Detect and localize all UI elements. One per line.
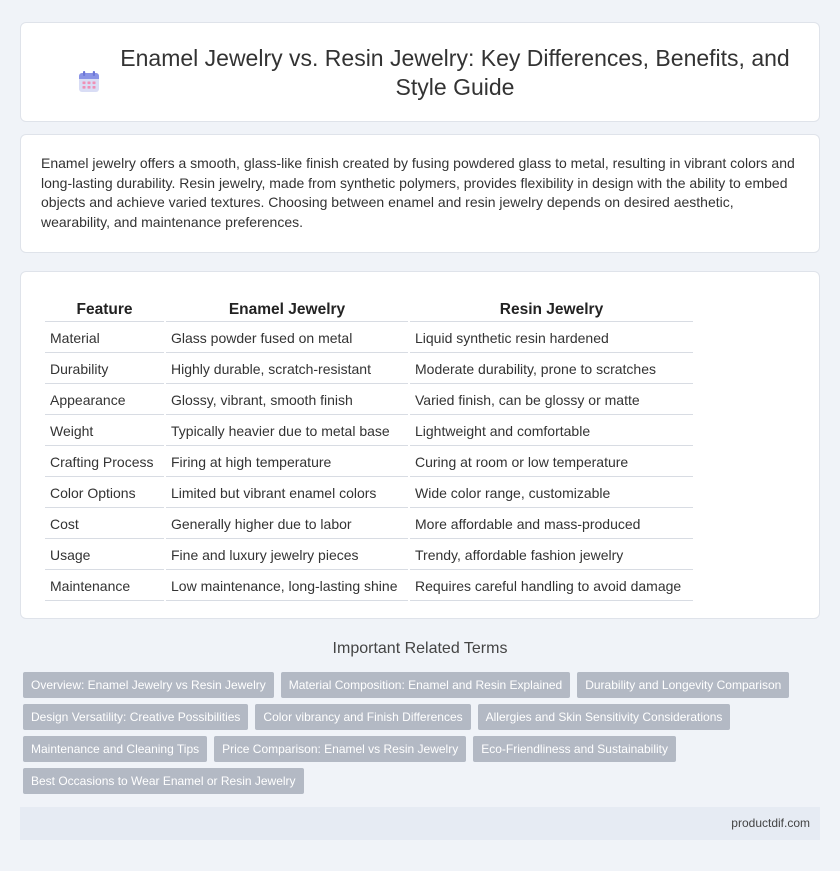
resin-cell: Wide color range, customizable bbox=[410, 479, 693, 508]
table-row bbox=[45, 479, 693, 508]
related-term-tag[interactable]: Material Composition: Enamel and Resin Explained bbox=[281, 672, 570, 698]
table-row bbox=[45, 572, 693, 601]
comparison-table bbox=[43, 296, 695, 603]
resin-cell: More affordable and mass-produced bbox=[410, 510, 693, 539]
table-row bbox=[45, 417, 693, 446]
header-resin: Resin Jewelry bbox=[410, 298, 693, 322]
enamel-cell: Glass powder fused on metal bbox=[166, 324, 408, 353]
related-term-tag[interactable]: Price Comparison: Enamel vs Resin Jewelry bbox=[214, 736, 466, 762]
header-enamel: Enamel Jewelry bbox=[166, 298, 408, 322]
feature-cell: Cost bbox=[45, 510, 164, 539]
related-term-tag[interactable]: Maintenance and Cleaning Tips bbox=[23, 736, 207, 762]
table-header-row bbox=[45, 298, 693, 322]
enamel-cell: Typically heavier due to metal base bbox=[166, 417, 408, 446]
resin-cell: Moderate durability, prone to scratches bbox=[410, 355, 693, 384]
related-term-tag[interactable]: Design Versatility: Creative Possibilities bbox=[23, 704, 248, 730]
enamel-cell: Low maintenance, long-lasting shine bbox=[166, 572, 408, 601]
feature-cell: Material bbox=[45, 324, 164, 353]
feature-cell: Durability bbox=[45, 355, 164, 384]
enamel-cell: Generally higher due to labor bbox=[166, 510, 408, 539]
table-row bbox=[45, 324, 693, 353]
footer-site-link[interactable]: productdif.com bbox=[731, 816, 810, 830]
related-term-tag[interactable]: Overview: Enamel Jewelry vs Resin Jewelry bbox=[23, 672, 274, 698]
footer bbox=[20, 807, 820, 840]
related-term-tag[interactable]: Durability and Longevity Comparison bbox=[577, 672, 789, 698]
feature-cell: Color Options bbox=[45, 479, 164, 508]
title-card bbox=[20, 22, 820, 122]
table-row bbox=[45, 386, 693, 415]
related-term-tag[interactable]: Best Occasions to Wear Enamel or Resin Jewelry bbox=[23, 768, 304, 794]
table-row bbox=[45, 448, 693, 477]
resin-cell: Curing at room or low temperature bbox=[410, 448, 693, 477]
feature-cell: Crafting Process bbox=[45, 448, 164, 477]
intro-paragraph: Enamel jewelry offers a smooth, glass-like finish created by fusing powdered glass to metal, resulting in vibrant colors and long-lasting durability. Resin jewelry, made from synthetic polymers, provides flexibility in design with the ability to embed objects and achieve varied textures. Choosing between enamel and resin jewelry depends on desired aesthetic, wearability, and maintenance preferences. bbox=[41, 155, 795, 230]
resin-cell: Requires careful handling to avoid damage bbox=[410, 572, 693, 601]
feature-cell: Maintenance bbox=[45, 572, 164, 601]
page-title: Enamel Jewelry vs. Resin Jewelry: Key Differences, Benefits, and Style Guide bbox=[120, 45, 790, 100]
enamel-cell: Glossy, vibrant, smooth finish bbox=[166, 386, 408, 415]
table-row bbox=[45, 355, 693, 384]
related-terms-heading: Important Related Terms bbox=[332, 640, 508, 657]
related-terms-list bbox=[23, 672, 813, 794]
intro-card bbox=[20, 134, 820, 253]
feature-cell: Appearance bbox=[45, 386, 164, 415]
table-row bbox=[45, 510, 693, 539]
enamel-cell: Firing at high temperature bbox=[166, 448, 408, 477]
feature-cell: Weight bbox=[45, 417, 164, 446]
header-feature: Feature bbox=[45, 298, 164, 322]
resin-cell: Lightweight and comfortable bbox=[410, 417, 693, 446]
enamel-cell: Highly durable, scratch-resistant bbox=[166, 355, 408, 384]
enamel-cell: Fine and luxury jewelry pieces bbox=[166, 541, 408, 570]
table-row bbox=[45, 541, 693, 570]
resin-cell: Varied finish, can be glossy or matte bbox=[410, 386, 693, 415]
enamel-cell: Limited but vibrant enamel colors bbox=[166, 479, 408, 508]
related-term-tag[interactable]: Color vibrancy and Finish Differences bbox=[255, 704, 470, 730]
calendar-icon bbox=[77, 70, 101, 94]
resin-cell: Trendy, affordable fashion jewelry bbox=[410, 541, 693, 570]
related-term-tag[interactable]: Allergies and Skin Sensitivity Considerations bbox=[478, 704, 731, 730]
comparison-card bbox=[20, 271, 820, 619]
related-term-tag[interactable]: Eco-Friendliness and Sustainability bbox=[473, 736, 676, 762]
resin-cell: Liquid synthetic resin hardened bbox=[410, 324, 693, 353]
feature-cell: Usage bbox=[45, 541, 164, 570]
